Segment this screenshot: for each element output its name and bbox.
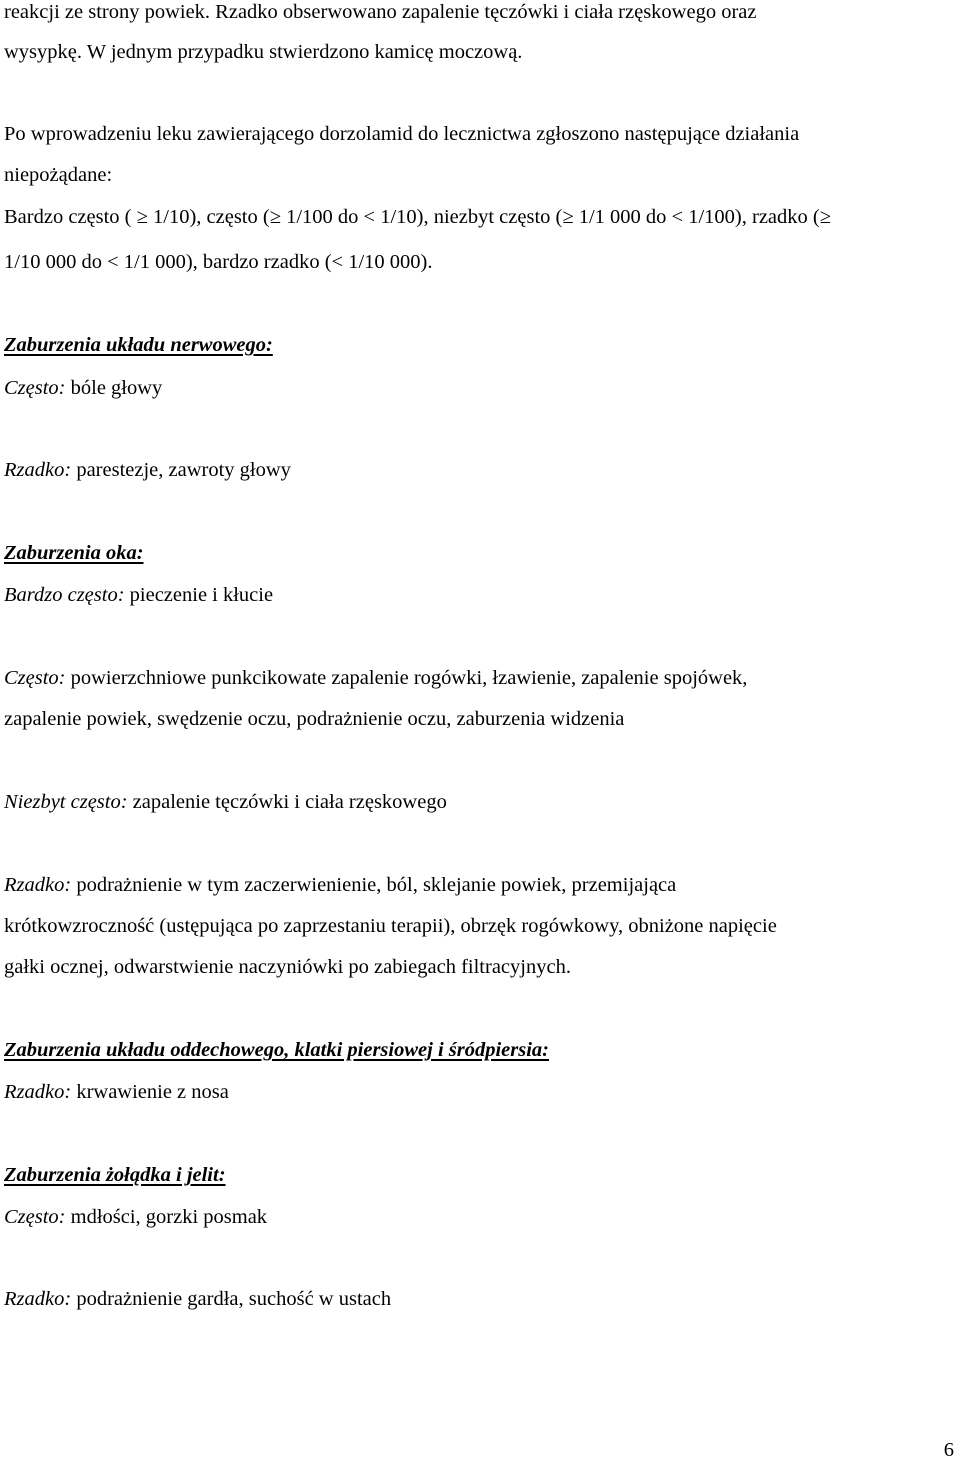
page-number: 6 (943, 1439, 954, 1461)
gastro-rare (4, 1287, 391, 1311)
intro-line-2: wysypkę. W jednym przypadku stwierdzono kamicę moczową. (4, 41, 523, 63)
gastro-common (4, 1205, 267, 1229)
frequency-label: Bardzo często: (4, 584, 125, 606)
eye-common-line-2: zapalenie powiek, swędzenie oczu, podrażnienie oczu, zaburzenia widzenia (4, 708, 625, 730)
respiratory-rare (4, 1080, 229, 1104)
postmarketing-line-1: Po wprowadzeniu leku zawierającego dorzolamid do lecznictwa zgłoszono następujące działania (4, 123, 800, 145)
effect-text: pieczenie i kłucie (124, 584, 274, 606)
frequency-label: Często: (4, 1206, 66, 1228)
eye-rare-line-1 (4, 873, 676, 897)
frequency-line-1: Bardzo często ( ≥ 1/10), często (≥ 1/100 do < 1/10), niezbyt często (≥ 1/1 000 do < 1/100), rzadko (≥ (4, 206, 831, 228)
eye-common-line-1 (4, 666, 747, 690)
nervous-common (4, 376, 162, 400)
intro-line-1: reakcji ze strony powiek. Rzadko obserwowano zapalenie tęczówki i ciała rzęskowego oraz (4, 1, 757, 23)
effect-text: zapalenie tęczówki i ciała rzęskowego (127, 791, 447, 813)
postmarketing-line-2: niepożądane: (4, 164, 113, 186)
frequency-label: Rzadko: (4, 874, 72, 896)
effect-text: bóle głowy (65, 377, 163, 399)
effect-text: parestezje, zawroty głowy (71, 459, 291, 481)
frequency-label: Rzadko: (4, 459, 72, 481)
effect-text: krwawienie z nosa (71, 1081, 229, 1103)
eye-rare-line-2: krótkowzroczność (ustępująca po zaprzestaniu terapii), obrzęk rogówkowy, obniżone napięcie (4, 915, 777, 937)
effect-text: mdłości, gorzki posmak (65, 1206, 268, 1228)
section-heading-respiratory: Zaburzenia układu oddechowego, klatki piersiowej i śródpiersia: (4, 1039, 549, 1061)
section-heading-eye: Zaburzenia oka: (4, 542, 144, 564)
effect-text: podrażnienie w tym zaczerwienienie, ból, sklejanie powiek, przemijająca (71, 874, 677, 896)
frequency-line-2: 1/10 000 do < 1/1 000), bardzo rzadko (< 1/10 000). (4, 251, 433, 273)
effect-text: podrażnienie gardła, suchość w ustach (71, 1288, 392, 1310)
frequency-label: Niezbyt często: (4, 791, 128, 813)
nervous-rare (4, 458, 291, 482)
section-heading-gastro: Zaburzenia żołądka i jelit: (4, 1164, 226, 1186)
effect-text: powierzchniowe punkcikowate zapalenie rogówki, łzawienie, zapalenie spojówek, (65, 667, 748, 689)
frequency-label: Często: (4, 377, 66, 399)
eye-very-common (4, 583, 273, 607)
eye-uncommon (4, 790, 447, 814)
section-heading-nervous: Zaburzenia układu nerwowego: (4, 334, 273, 356)
frequency-label: Rzadko: (4, 1288, 72, 1310)
frequency-label: Rzadko: (4, 1081, 72, 1103)
eye-rare-line-3: gałki ocznej, odwarstwienie naczyniówki po zabiegach filtracyjnych. (4, 956, 571, 978)
frequency-label: Często: (4, 667, 66, 689)
